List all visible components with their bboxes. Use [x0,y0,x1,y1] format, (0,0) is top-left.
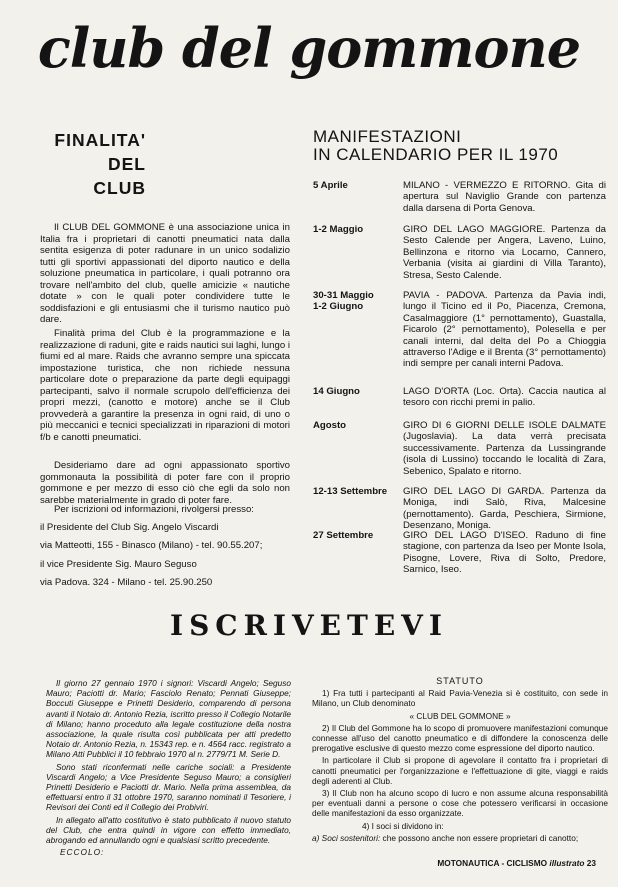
event-date: 5 Aprile [313,180,348,191]
contact-intro: Per iscrizioni od informazioni, rivolgersi presso: [54,504,254,515]
statuto-club-name: « CLUB DEL GOMMONE » [409,710,511,721]
finalita-body [40,328,290,443]
event-date: 14 Giugno [313,386,360,397]
event-date: 1-2 Maggio [313,224,364,235]
event-date: 30-31 Maggio 1-2 Giugno [313,290,374,313]
contact-line: via Padova. 324 - Milano - tel. 25.90.250 [40,577,213,589]
footer-page-number: 23 [586,858,596,868]
finalita-heading-line: CLUB [93,178,146,198]
statuto-paragraph: 1) Fra tutti i partecipanti al Raid Pavia-Venezia si è costituito, con sede in Milano, un Club denominato [312,688,608,709]
notarial-notice [46,678,291,859]
event-date: 12-13 Settembre [313,486,388,497]
contact-line: via Matteotti, 155 - Binasco (Milano) - tel. 90.55.207; [40,540,263,552]
event-description: MILANO - VERMEZZO E RITORNO. Gita di apertura sul Naviglio Grande con partenza dalla darsena di Porta Genova. [403,180,606,214]
manifestazioni-heading-line: MANIFESTAZIONI [313,127,462,146]
finalita-heading-line: FINALITA' [54,130,146,150]
contact-line: il Presidente del Club Sig. Angelo Viscardi [40,521,219,533]
finalita-body [40,222,290,326]
finalita-body [40,460,290,506]
footer-suffix: illustrato [549,858,585,868]
statuto-paragraph: 3) Il Club non ha alcuno scopo di lucro e non assume alcuna responsabilità per eventuali danni a persone o cose che potessero verificarsi in occasione delle manifestazioni da esso organizzate. [312,788,608,819]
statuto-soci-label: a) Soci sostenitori: [312,832,381,843]
statuto-paragraph: 4) I soci si dividono in: [362,820,444,831]
statuto-soci-text: che possono anche non essere proprietari di canotto; [380,832,579,843]
event-date: 27 Settembre [313,530,374,541]
statuto-block [312,676,608,845]
notarial-paragraph: ECCOLO: [60,847,105,858]
finalita-heading-line: DEL [108,154,146,174]
page-footer [437,858,596,868]
event-description: LAGO D'ORTA (Loc. Orta). Caccia nautica al tesoro con ricchi premi in palio. [403,386,606,409]
statuto-title: STATUTO [436,676,484,686]
notarial-paragraph: Sono stati riconfermati nelle cariche sociali: a Presidente Viscardi Angelo; a Vice Presidente Seguso Mauro; a consiglieri Prinetti Desiderio e Paciotti dr. Mario. Nella prima assemblea, da effettuarsi entro il 31 ottobre 1970, saranno nominati il Tesoriere, i Revisori dei Conti ed il Collegio dei Probiviri. [46,761,291,813]
event-description: GIRO DEL LAGO DI GARDA. Partenza da Moniga, indi Salò, Riva, Malcesine (pernottamento). Garda, Peschiera, Sirmione, Desenzano, Moniga. [403,486,606,532]
finalita-paragraph: Finalità prima del Club è la programmazione e la realizzazione di raduni, gite e raids nautici sui laghi, lungo i fiumi ed al mare. Raids che avranno sempre una spiccata impostazione turistica, che non richiede nessuna particolare dote o preparazione da parte degli equipaggi partecipanti, salvo il normale scrupolo dell'efficienza dei propri mezzi, (canotto e motore) anche se il Club provvederà a garantire la presenza in ogni raid, di uno o più meccanici e tecnici specializzati in riparazioni di motori f/b e canotti pneumatici. [40,328,290,443]
manifestazioni-heading-line: IN CALENDARIO PER IL 1970 [313,145,559,164]
event-description: GIRO DI 6 GIORNI DELLE ISOLE DALMATE (Jugoslavia). La data verrà precisata successivamente. Partenza da Lussingrande (isola di Lussino) toccando le località di Zara, Sebenico, Spalato e ritorno. [403,420,606,477]
masthead-title: club del gommone [37,16,581,80]
footer-magazine: MOTONAUTICA - CICLISMO [437,858,548,868]
event-description: GIRO DEL LAGO MAGGIORE. Partenza da Sesto Calende per Angera, Laveno, Luino, Bellinzona e ritorno via Locarno, Cannero, Verbania (visita ai giardini di Villa Taranto), Stresa, Sesto Calende. [403,224,606,281]
statuto-paragraph: 2) Il Club del Gommone ha lo scopo di promuovere manifestazioni comunque connesse all'uso del canotto pneumatico e di diffondere la conoscenza delle prerogative esclusive di questo mezzo come espressione del diporto nautico. [312,722,608,754]
event-date: Agosto [313,420,347,431]
event-description: GIRO DEL LAGO D'ISEO. Raduno di fine stagione, con partenza da Iseo per Monte Isola, Pisogne, Lovere, Riva di Solto, Predore, Sarnico, Iseo. [403,530,606,576]
statuto-paragraph [312,833,608,843]
finalita-paragraph: Il CLUB DEL GOMMONE è una associazione unica in Italia fra i proprietari di canotti pneumatici nata dalla sentita esigenza di poter radunare in un unico sodalizio tutti gli sportivi appassionati del diporto nautico e della soluzione pneumatica in particolare, i quali potranno ora trovare nell'ambito del club, quelle amicizie « nautiche dotate » con le quali poter condividere tutte le soddisfazioni e gli entusiasmi che il turismo nautico può dare. [40,222,290,325]
finalita-paragraph: Desideriamo dare ad ogni appassionato sportivo gommonauta la possibilità di poter fare con il proprio gommone e per mezzo di esso ciò che egli da solo non sarebbe materialmente in grado di poter fare. [40,460,290,506]
statuto-paragraph: In particolare il Club si propone di agevolare il contatto fra i proprietari di canotti pneumatici per l'organizzazione e l'effettuazione di gite, viaggi e raids degli aderenti al Club. [312,755,608,786]
event-description: PAVIA - PADOVA. Partenza da Pavia indi, lungo il Ticino ed il Po, Piacenza, Cremona, Casalmaggiore (1° pernottamento), Guastalla, Ficarolo (2° pernottamento), Polesella e per canali interni, dal delta del Po a Chioggia attraverso l'Adige e il Brenta (3° pernottamento) indi sempre per canali interni Padova. [403,290,606,370]
notarial-paragraph: In allegato all'atto costitutivo è stato pubblicato il nuovo statuto del Club, che entra quindi in vigore con effetto immediato, abrogando ed annullando ogni e qualsiasi scritto precedente. [46,814,291,846]
contact-line: il vice Presidente Sig. Mauro Seguso [40,558,197,570]
iscrivetevi-heading: ISCRIVETEVI [169,609,449,642]
notarial-paragraph: Il giorno 27 gennaio 1970 i signori: Viscardi Angelo; Seguso Mauro; Paciotti dr. Mario; Fasciolo Renato; Pennati Giuseppe; Boccuti Giuseppe e Prinetti Desiderio, comparendo di persona avanti il Notaio dr. Antonio Rezia, iscritto presso il Collegio Notarile di Milano; hanno proceduto alla legale costituzione della nostra associazione, la quale risulta così pubblicata per atti predetto Notaio dr. Antonio Rezia, n. 15343 rep. e n. 4564 racc. registrato a Milano Atti Pubblici il 10 febbraio 1970 al n. 2779/71 M. Serie D. [46,678,291,760]
finalita-heading [18,128,146,200]
manifestazioni-heading [313,128,613,164]
contact-block [40,504,296,589]
